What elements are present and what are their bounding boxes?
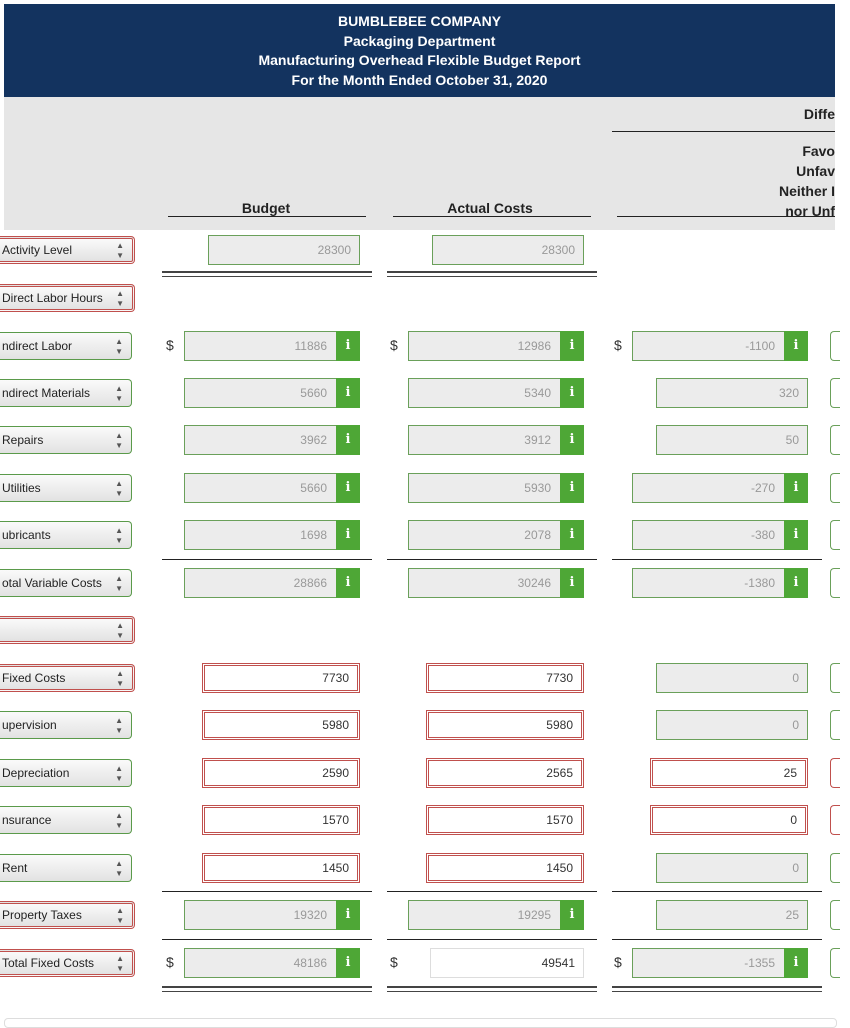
budget-input: [184, 331, 360, 361]
row-label-select[interactable]: [0, 426, 132, 454]
row-label: Direct Labor Hours: [2, 291, 103, 305]
info-icon[interactable]: i: [784, 568, 808, 598]
cell-value: 1698: [300, 528, 327, 542]
actual-input: [432, 235, 584, 265]
row-label: Repairs: [2, 433, 44, 447]
cell-value: -1355: [744, 956, 775, 970]
dollar-sign: $: [166, 337, 174, 353]
info-icon[interactable]: i: [784, 473, 808, 503]
cell-value: 50: [785, 433, 799, 447]
cell-value: 1570: [322, 813, 349, 827]
row-label-select[interactable]: [0, 236, 135, 264]
info-icon[interactable]: i: [784, 331, 808, 361]
total-rule: [162, 891, 372, 892]
select-arrows-icon: ▲ ▼: [116, 621, 124, 640]
cell-value: 28300: [317, 243, 351, 257]
row-label-select[interactable]: [0, 949, 135, 977]
actual-input[interactable]: [426, 805, 584, 835]
cell-value: 320: [778, 386, 799, 400]
difference-input: [656, 900, 808, 930]
explanation-input[interactable]: [830, 520, 840, 550]
select-arrows-icon: ▲ ▼: [115, 716, 123, 735]
double-rule: [612, 986, 822, 992]
select-arrows-icon: ▲ ▼: [116, 669, 124, 688]
dollar-sign: $: [390, 954, 398, 970]
row-label: Activity Level: [2, 243, 73, 257]
budget-input: [184, 568, 360, 598]
explanation-input[interactable]: [830, 663, 840, 693]
cell-value: 0: [792, 718, 799, 732]
company-name: BUMBLEBEE COMPANY: [337, 13, 502, 29]
total-rule: [387, 891, 597, 892]
cell-value: -1380: [744, 576, 775, 590]
actual-input[interactable]: [426, 663, 584, 693]
cell-value: 49541: [541, 956, 575, 970]
info-icon[interactable]: i: [560, 568, 584, 598]
report-header: [4, 4, 835, 97]
info-icon[interactable]: i: [784, 520, 808, 550]
cell-value: 19295: [517, 908, 551, 922]
info-icon[interactable]: i: [336, 378, 360, 408]
budget-input[interactable]: [202, 663, 360, 693]
double-rule: [162, 986, 372, 992]
select-arrows-icon: ▲ ▼: [115, 384, 123, 403]
budget-input: [184, 425, 360, 455]
actual-input: [408, 331, 584, 361]
report-period: For the Month Ended October 31, 2020: [291, 71, 548, 88]
info-icon[interactable]: i: [560, 473, 584, 503]
budget-input: [184, 378, 360, 408]
header-divider: [612, 131, 835, 132]
budget-input[interactable]: [202, 710, 360, 740]
explanation-input[interactable]: [830, 900, 840, 930]
cell-value: 0: [790, 813, 797, 827]
subheader-line: Neither I: [778, 183, 835, 199]
budget-input: [208, 235, 360, 265]
budget-input[interactable]: [202, 853, 360, 883]
subheader-line: Unfav: [796, 163, 835, 179]
info-icon[interactable]: i: [336, 520, 360, 550]
row-label-select[interactable]: [0, 474, 132, 502]
row-label: upervision: [2, 718, 57, 732]
cell-value: 0: [792, 861, 799, 875]
cell-value: -1100: [745, 339, 775, 353]
actual-input: [408, 473, 584, 503]
budget-input: [184, 900, 360, 930]
cell-value: 3962: [300, 433, 327, 447]
difference-input: [632, 473, 808, 503]
select-arrows-icon: ▲ ▼: [116, 906, 124, 925]
cell-value: 5660: [300, 386, 327, 400]
actual-input: [408, 520, 584, 550]
budget-input: [184, 473, 360, 503]
cell-value: 28866: [293, 576, 327, 590]
cell-value: 5930: [524, 481, 551, 495]
info-icon[interactable]: i: [336, 900, 360, 930]
actual-input: [408, 568, 584, 598]
row-label-select[interactable]: [0, 854, 132, 882]
explanation-input[interactable]: [830, 853, 840, 883]
row-label: nsurance: [2, 813, 52, 827]
row-label: Utilities: [2, 481, 41, 495]
info-icon[interactable]: i: [336, 425, 360, 455]
select-arrows-icon: ▲ ▼: [115, 859, 123, 878]
cell-value: 5980: [322, 718, 349, 732]
explanation-input[interactable]: [830, 568, 840, 598]
subheader-line: Favo: [802, 143, 835, 159]
row-label-select[interactable]: [0, 759, 132, 787]
difference-column-header: Diffe: [803, 106, 835, 122]
actual-input[interactable]: [426, 710, 584, 740]
row-label-select[interactable]: [0, 332, 132, 360]
difference-input: [656, 853, 808, 883]
difference-input: [632, 520, 808, 550]
total-rule: [387, 939, 597, 940]
actual-input: [408, 900, 584, 930]
difference-input: [632, 331, 808, 361]
footer-panel: [4, 1018, 837, 1028]
row-label: Property Taxes: [2, 908, 82, 922]
select-arrows-icon: ▲ ▼: [115, 574, 123, 593]
info-icon[interactable]: i: [560, 425, 584, 455]
difference-input[interactable]: [650, 805, 808, 835]
budget-input[interactable]: [202, 805, 360, 835]
cell-value: 5340: [524, 386, 551, 400]
budget-input[interactable]: [202, 758, 360, 788]
select-arrows-icon: ▲ ▼: [116, 954, 124, 973]
select-arrows-icon: ▲ ▼: [116, 241, 124, 260]
select-arrows-icon: ▲ ▼: [116, 289, 124, 308]
row-label-select[interactable]: [0, 664, 135, 692]
budget-column-header: Budget: [241, 200, 291, 216]
info-icon[interactable]: i: [336, 473, 360, 503]
explanation-input[interactable]: [830, 425, 840, 455]
select-arrows-icon: ▲ ▼: [115, 337, 123, 356]
row-label-select[interactable]: [0, 284, 135, 312]
explanation-input[interactable]: [830, 758, 840, 788]
row-label-select[interactable]: [0, 616, 135, 644]
total-rule: [162, 939, 372, 940]
row-label-select[interactable]: [0, 806, 132, 834]
actual-input: [408, 378, 584, 408]
row-label-select[interactable]: [0, 379, 132, 407]
explanation-input[interactable]: [830, 948, 840, 978]
actual-underline: [393, 216, 591, 217]
double-rule: [387, 986, 597, 992]
cell-value: 5660: [300, 481, 327, 495]
row-label: Rent: [2, 861, 28, 875]
select-arrows-icon: ▲ ▼: [115, 811, 123, 830]
cell-value: 11886: [294, 339, 327, 353]
dollar-sign: $: [390, 337, 398, 353]
difference-input: [656, 425, 808, 455]
row-label: ndirect Labor: [2, 339, 73, 353]
info-icon[interactable]: i: [560, 520, 584, 550]
actual-column-header: Actual Costs: [447, 200, 533, 216]
row-label: Fixed Costs: [2, 671, 66, 685]
cell-value: 0: [792, 671, 799, 685]
cell-value: 2590: [322, 766, 349, 780]
budget-input: [184, 948, 360, 978]
cell-value: 5980: [546, 718, 573, 732]
info-icon[interactable]: i: [560, 378, 584, 408]
difference-subheader: [735, 141, 835, 221]
cell-value: -380: [750, 528, 775, 542]
explanation-input[interactable]: [830, 378, 840, 408]
cell-value: 25: [783, 766, 797, 780]
difference-underline: [617, 216, 835, 217]
cell-value: 1450: [322, 861, 349, 875]
row-label-select[interactable]: [0, 569, 132, 597]
row-label: ndirect Materials: [2, 386, 91, 400]
cell-value: 30246: [517, 576, 551, 590]
dollar-sign: $: [614, 954, 622, 970]
cell-value: 7730: [322, 671, 349, 685]
cell-value: 25: [785, 908, 799, 922]
department-name: Packaging Department: [343, 32, 496, 49]
info-icon[interactable]: i: [560, 900, 584, 930]
cell-value: -270: [750, 481, 775, 495]
actual-input: [408, 425, 584, 455]
cell-value: 48186: [293, 956, 327, 970]
difference-input: [656, 663, 808, 693]
cell-value: 12986: [517, 339, 551, 353]
info-icon[interactable]: i: [560, 331, 584, 361]
row-label-select[interactable]: [0, 901, 135, 929]
select-arrows-icon: ▲ ▼: [115, 526, 123, 545]
cell-value: 2565: [546, 766, 573, 780]
select-arrows-icon: ▲ ▼: [115, 479, 123, 498]
total-rule: [612, 939, 822, 940]
explanation-input[interactable]: [830, 331, 840, 361]
actual-input[interactable]: [426, 853, 584, 883]
explanation-input[interactable]: [830, 710, 840, 740]
row-label-select[interactable]: [0, 521, 132, 549]
select-arrows-icon: ▲ ▼: [115, 431, 123, 450]
total-rule: [387, 559, 597, 560]
difference-input: [656, 378, 808, 408]
info-icon[interactable]: i: [784, 948, 808, 978]
cell-value: 2078: [524, 528, 551, 542]
info-icon[interactable]: i: [336, 568, 360, 598]
cell-value: 7730: [546, 671, 573, 685]
row-label-select[interactable]: [0, 711, 132, 739]
budget-underline: [168, 216, 366, 217]
row-label: otal Variable Costs: [2, 576, 102, 590]
explanation-input[interactable]: [830, 473, 840, 503]
info-icon[interactable]: i: [336, 948, 360, 978]
budget-input: [184, 520, 360, 550]
report-title: Manufacturing Overhead Flexible Budget Report: [258, 52, 581, 68]
actual-input[interactable]: [430, 948, 584, 978]
total-rule: [162, 559, 372, 560]
row-label: ubricants: [2, 528, 51, 542]
select-arrows-icon: ▲ ▼: [115, 764, 123, 783]
explanation-input[interactable]: [830, 805, 840, 835]
total-rule: [612, 559, 822, 560]
difference-input: [632, 568, 808, 598]
cell-value: 19320: [293, 908, 327, 922]
cell-value: 3912: [524, 433, 551, 447]
difference-input[interactable]: [650, 758, 808, 788]
cell-value: 1450: [546, 861, 573, 875]
dollar-sign: $: [166, 954, 174, 970]
actual-input[interactable]: [426, 758, 584, 788]
dollar-sign: $: [614, 337, 622, 353]
total-rule: [612, 891, 822, 892]
double-rule: [162, 271, 372, 277]
info-icon[interactable]: i: [336, 331, 360, 361]
difference-input: [632, 948, 808, 978]
row-label: Total Fixed Costs: [2, 956, 95, 970]
row-label: Depreciation: [2, 766, 70, 780]
difference-input: [656, 710, 808, 740]
cell-value: 1570: [546, 813, 573, 827]
cell-value: 28300: [541, 243, 575, 257]
subheader-line: nor Unf: [785, 203, 835, 219]
double-rule: [387, 271, 597, 277]
